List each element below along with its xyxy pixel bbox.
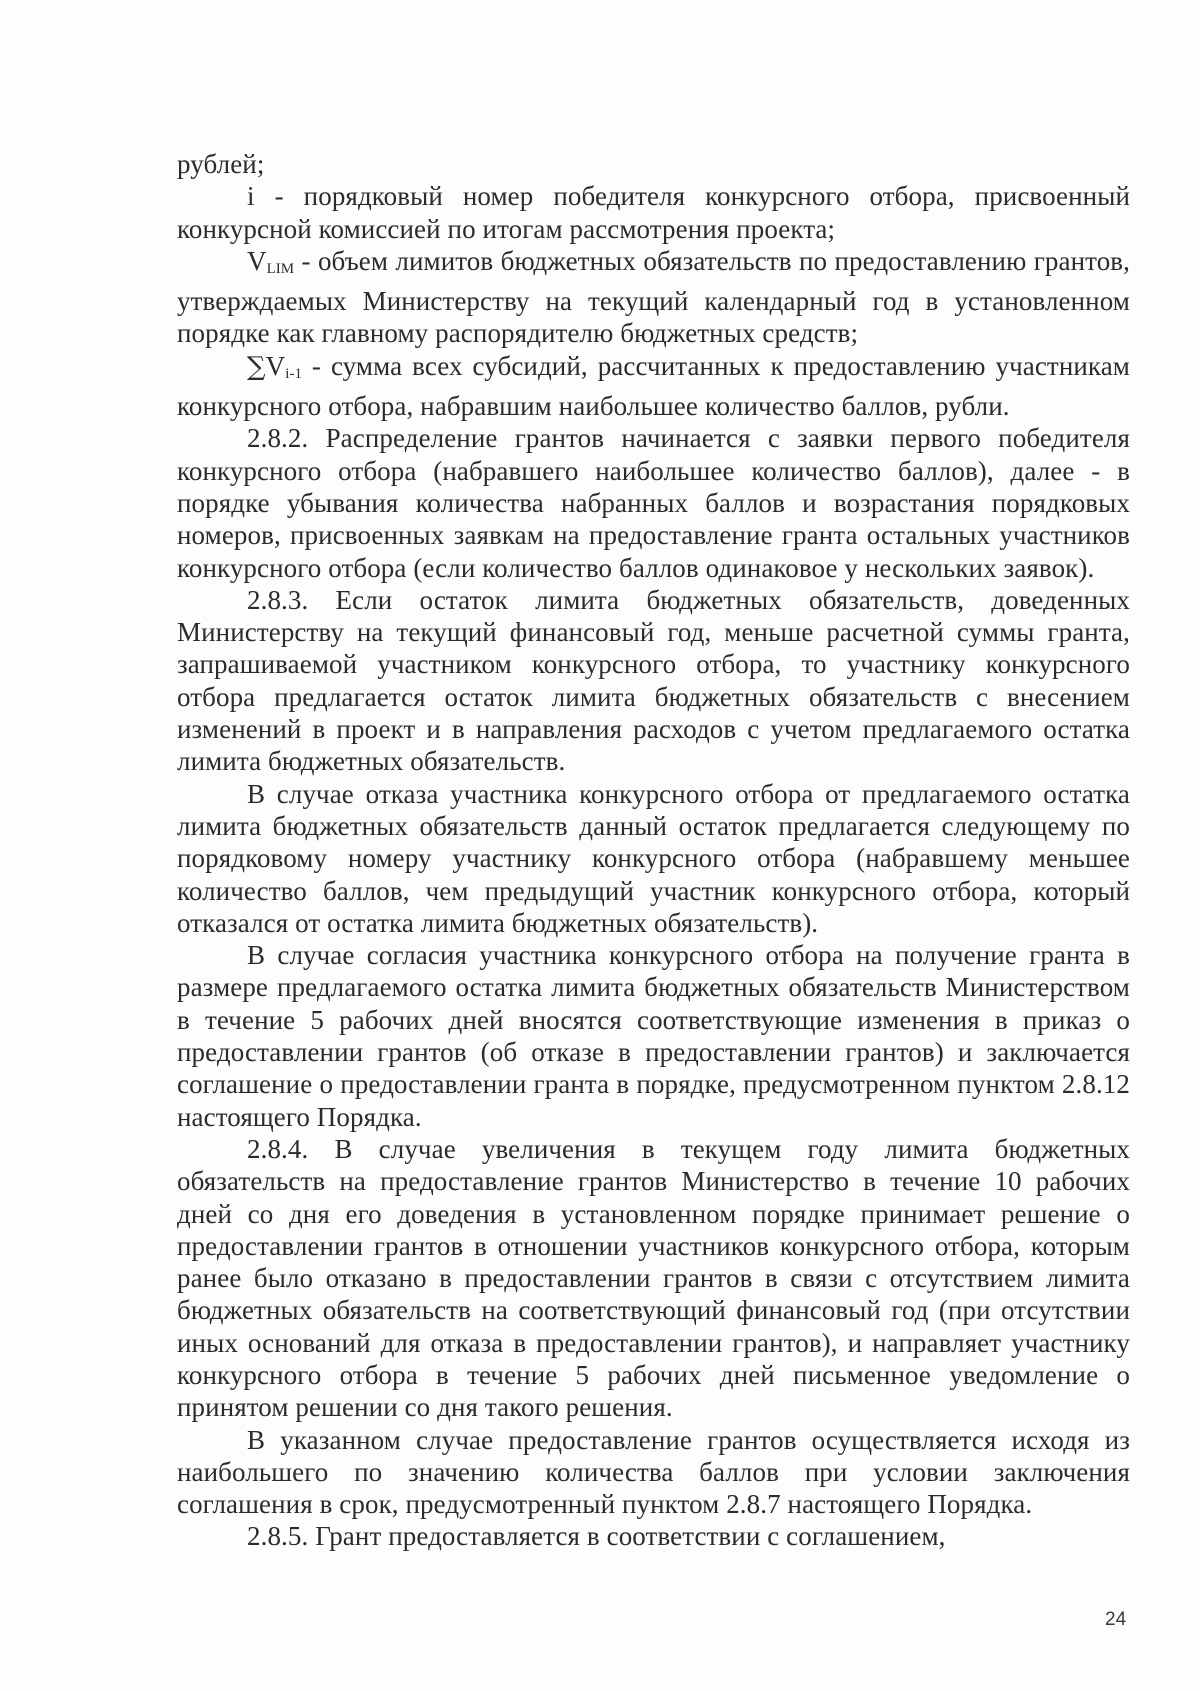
paragraph-sum-definition (177, 350, 1130, 423)
variable-v: V (265, 350, 286, 381)
subscript-lim: LIM (266, 260, 295, 277)
paragraph-vlim-definition (177, 245, 1130, 350)
paragraph-refusal: В случае отказа участника конкурсного отбора от предлагаемого остатка лимита бюджетных обязательств данный остаток предлагается следующему по порядковому номеру участнику конкурсного отбора (набравшему меньшее количество баллов, чем предыдущий участник конкурсного отбора, который отказался от остатка лимита бюджетных обязательств). (177, 778, 1130, 938)
variable-v: V (247, 245, 267, 276)
paragraph-2-8-2: 2.8.2. Распределение грантов начинается с заявки первого победителя конкурсного отбора (набравшего наибольшее количество баллов), далее - в порядке убывания количества набранных баллов и возрастания порядковых номеров, присвоенных заявкам на предоставление гранта остальных участников конкурсного отбора (если количество баллов одинаковое у нескольких заявок). (177, 423, 1130, 583)
page-number: 24 (1105, 1609, 1127, 1630)
paragraph-2-8-3: 2.8.3. Если остаток лимита бюджетных обязательств, доведенных Министерству на текущий финансовый год, меньше расчетной суммы гранта, запрашиваемой участником конкурсного отбора, то участнику конкурсного отбора предлагается остаток лимита бюджетных обязательств с внесением изменений в проект и в направления расходов с учетом предлагаемого остатка лимита бюджетных обязательств. (177, 584, 1130, 777)
paragraph-rubles: рублей; (177, 149, 265, 179)
paragraph-i-definition: i - порядковый номер победителя конкурсного отбора, присвоенный конкурсной комиссией по итогам рассмотрения проекта; (177, 181, 1130, 244)
paragraph-specified-case: В указанном случае предоставление грантов осуществляется исходя из наибольшего по значению количества баллов при условии заключения соглашения в срок, предусмотренный пунктом 2.8.7 настоящего Порядка. (177, 1424, 1130, 1520)
paragraph-2-8-4: 2.8.4. В случае увеличения в текущем году лимита бюджетных обязательств на предоставление грантов Министерство в течение 10 рабочих дней со дня его доведения в установленном порядке принимает решение о предоставлении грантов в отношении участников конкурсного отбора, которым ранее было отказано в предоставлении грантов в связи с отсутствием лимита бюджетных обязательств на соответствующий финансовый год (при отсутствии иных оснований для отказа в предоставлении грантов), и направляет участнику конкурсного отбора в течение 5 рабочих дней письменное уведомление о принятом решении со дня такого решения. (177, 1133, 1130, 1423)
subscript-i-1: i-1 (285, 365, 302, 382)
document-body (177, 148, 1130, 1553)
sum-text: - сумма всех субсидий, рассчитанных к предоставлению участникам конкурсного отбора, набравшим наибольшее количество баллов, рубли. (177, 350, 1130, 422)
vlim-text: - объем лимитов бюджетных обязательств по предоставлению грантов, утверждаемых Министерству на текущий календарный год в установленном порядке как главному распорядителю бюджетных средств; (177, 245, 1130, 349)
paragraph-2-8-5: 2.8.5. Грант предоставляется в соответствии с соглашением, (247, 1521, 946, 1552)
paragraph-consent: В случае согласия участника конкурсного отбора на получение гранта в размере предлагаемого остатка лимита бюджетных обязательств Министерством в течение 5 рабочих дней вносятся соответствующие изменения в приказ о предоставлении грантов (об отказе в предоставлении грантов) и заключается соглашение о предоставлении гранта в порядке, предусмотренном пунктом 2.8.12 настоящего Порядка. (177, 940, 1130, 1132)
sigma-symbol: ∑ (247, 351, 266, 382)
